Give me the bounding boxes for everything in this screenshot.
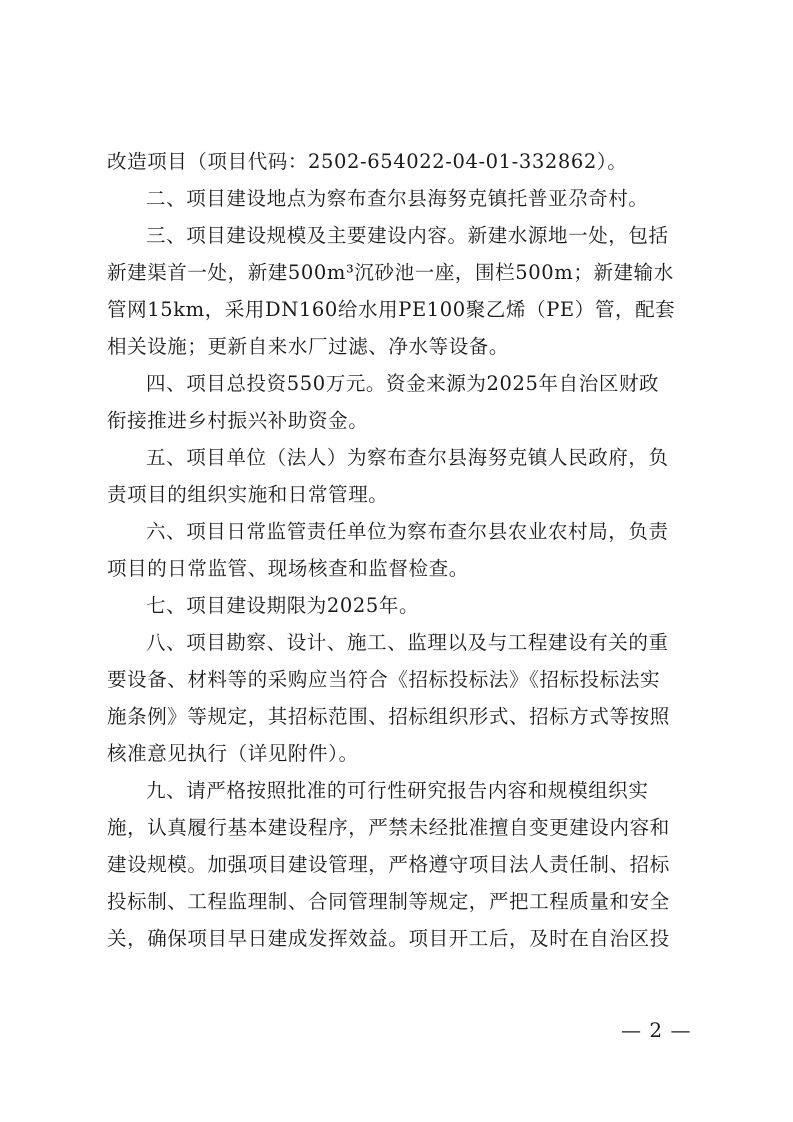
text-line: 五、项目单位（法人）为察布查尔县海努克镇人民政府，负 (146, 446, 669, 469)
text-line: 施，认真履行基本建设程序，严禁未经批准擅自变更建设内容和 (107, 816, 670, 839)
text-line: 核准意见执行（详见附件）。 (107, 742, 359, 765)
text-line: 三、项目建设规模及主要建设内容。新建水源地一处，包括 (146, 224, 669, 247)
text-line: 管网15km，采用DN160给水用PE100聚乙烯（PE）管，配套 (107, 298, 676, 321)
text-line: 关，确保项目早日建成发挥效益。项目开工后，及时在自治区投 (107, 927, 670, 950)
text-line: 八、项目勘察、设计、施工、监理以及与工程建设有关的重 (146, 631, 669, 654)
document-body (107, 143, 687, 957)
text-line: 七、项目建设期限为2025年。 (146, 594, 420, 617)
text-line: 施条例》等规定，其招标范围、招标组织形式、招标方式等按照 (107, 705, 670, 728)
text-line: 九、请严格按照批准的可行性研究报告内容和规模组织实 (146, 779, 649, 802)
text-line: 新建渠首一处，新建500m³沉砂池一座，围栏500m；新建输水 (107, 261, 674, 284)
text-line: 衔接推进乡村振兴补助资金。 (107, 409, 369, 432)
text-line: 建设规模。加强项目建设管理，严格遵守项目法人责任制、招标 (107, 853, 670, 876)
text-line: 投标制、工程监理制、合同管理制等规定，严把工程质量和安全 (107, 890, 670, 913)
text-line: 六、项目日常监管责任单位为察布查尔县农业农村局，负责 (146, 520, 669, 543)
text-line: 改造项目（项目代码：2502-654022-04-01-332862）。 (107, 150, 628, 173)
text-line: 四、项目总投资550万元。资金来源为2025年自治区财政 (146, 372, 660, 395)
text-line: 相关设施；更新自来水厂过滤、净水等设备。 (107, 335, 510, 358)
text-line: 项目的日常监管、现场核查和监督检查。 (107, 557, 469, 580)
text-line: 责项目的组织实施和日常管理。 (107, 483, 389, 506)
page-number: — 2 — (621, 1018, 692, 1042)
text-line: 二、项目建设地点为察布查尔县海努克镇托普亚尕奇村。 (146, 187, 649, 210)
text-line: 要设备、材料等的采购应当符合《招标投标法》《招标投标法实 (107, 668, 661, 691)
